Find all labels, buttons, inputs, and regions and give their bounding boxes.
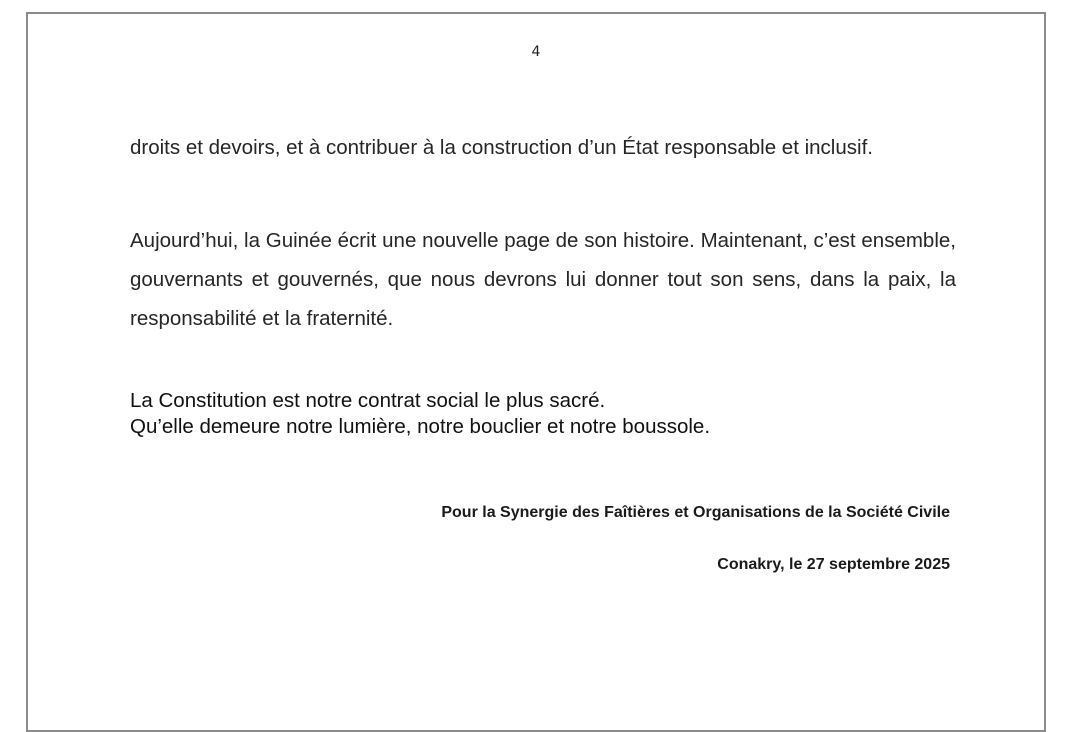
closing-statement bbox=[130, 388, 956, 440]
signature-organization: Pour la Synergie des Faîtières et Organisations de la Société Civile bbox=[441, 504, 950, 521]
signature-place-date: Conakry, le 27 septembre 2025 bbox=[717, 556, 950, 573]
body-paragraph-1: droits et devoirs, et à contribuer à la construction d’un État responsable et inclusif. bbox=[130, 136, 873, 159]
page-number: 4 bbox=[531, 44, 541, 60]
closing-line-1: La Constitution est notre contrat social le plus sacré. bbox=[130, 389, 606, 412]
document-page bbox=[26, 12, 1046, 732]
closing-line-2: Qu’elle demeure notre lumière, notre bouclier et notre boussole. bbox=[130, 415, 711, 438]
body-paragraph-2: Aujourd’hui, la Guinée écrit une nouvelle page de son histoire. Maintenant, c’est ensemble, gouvernants et gouvernés, que nous devrons lui donner tout son sens, dans la paix, la responsabilité et la fraternité. bbox=[130, 229, 956, 330]
